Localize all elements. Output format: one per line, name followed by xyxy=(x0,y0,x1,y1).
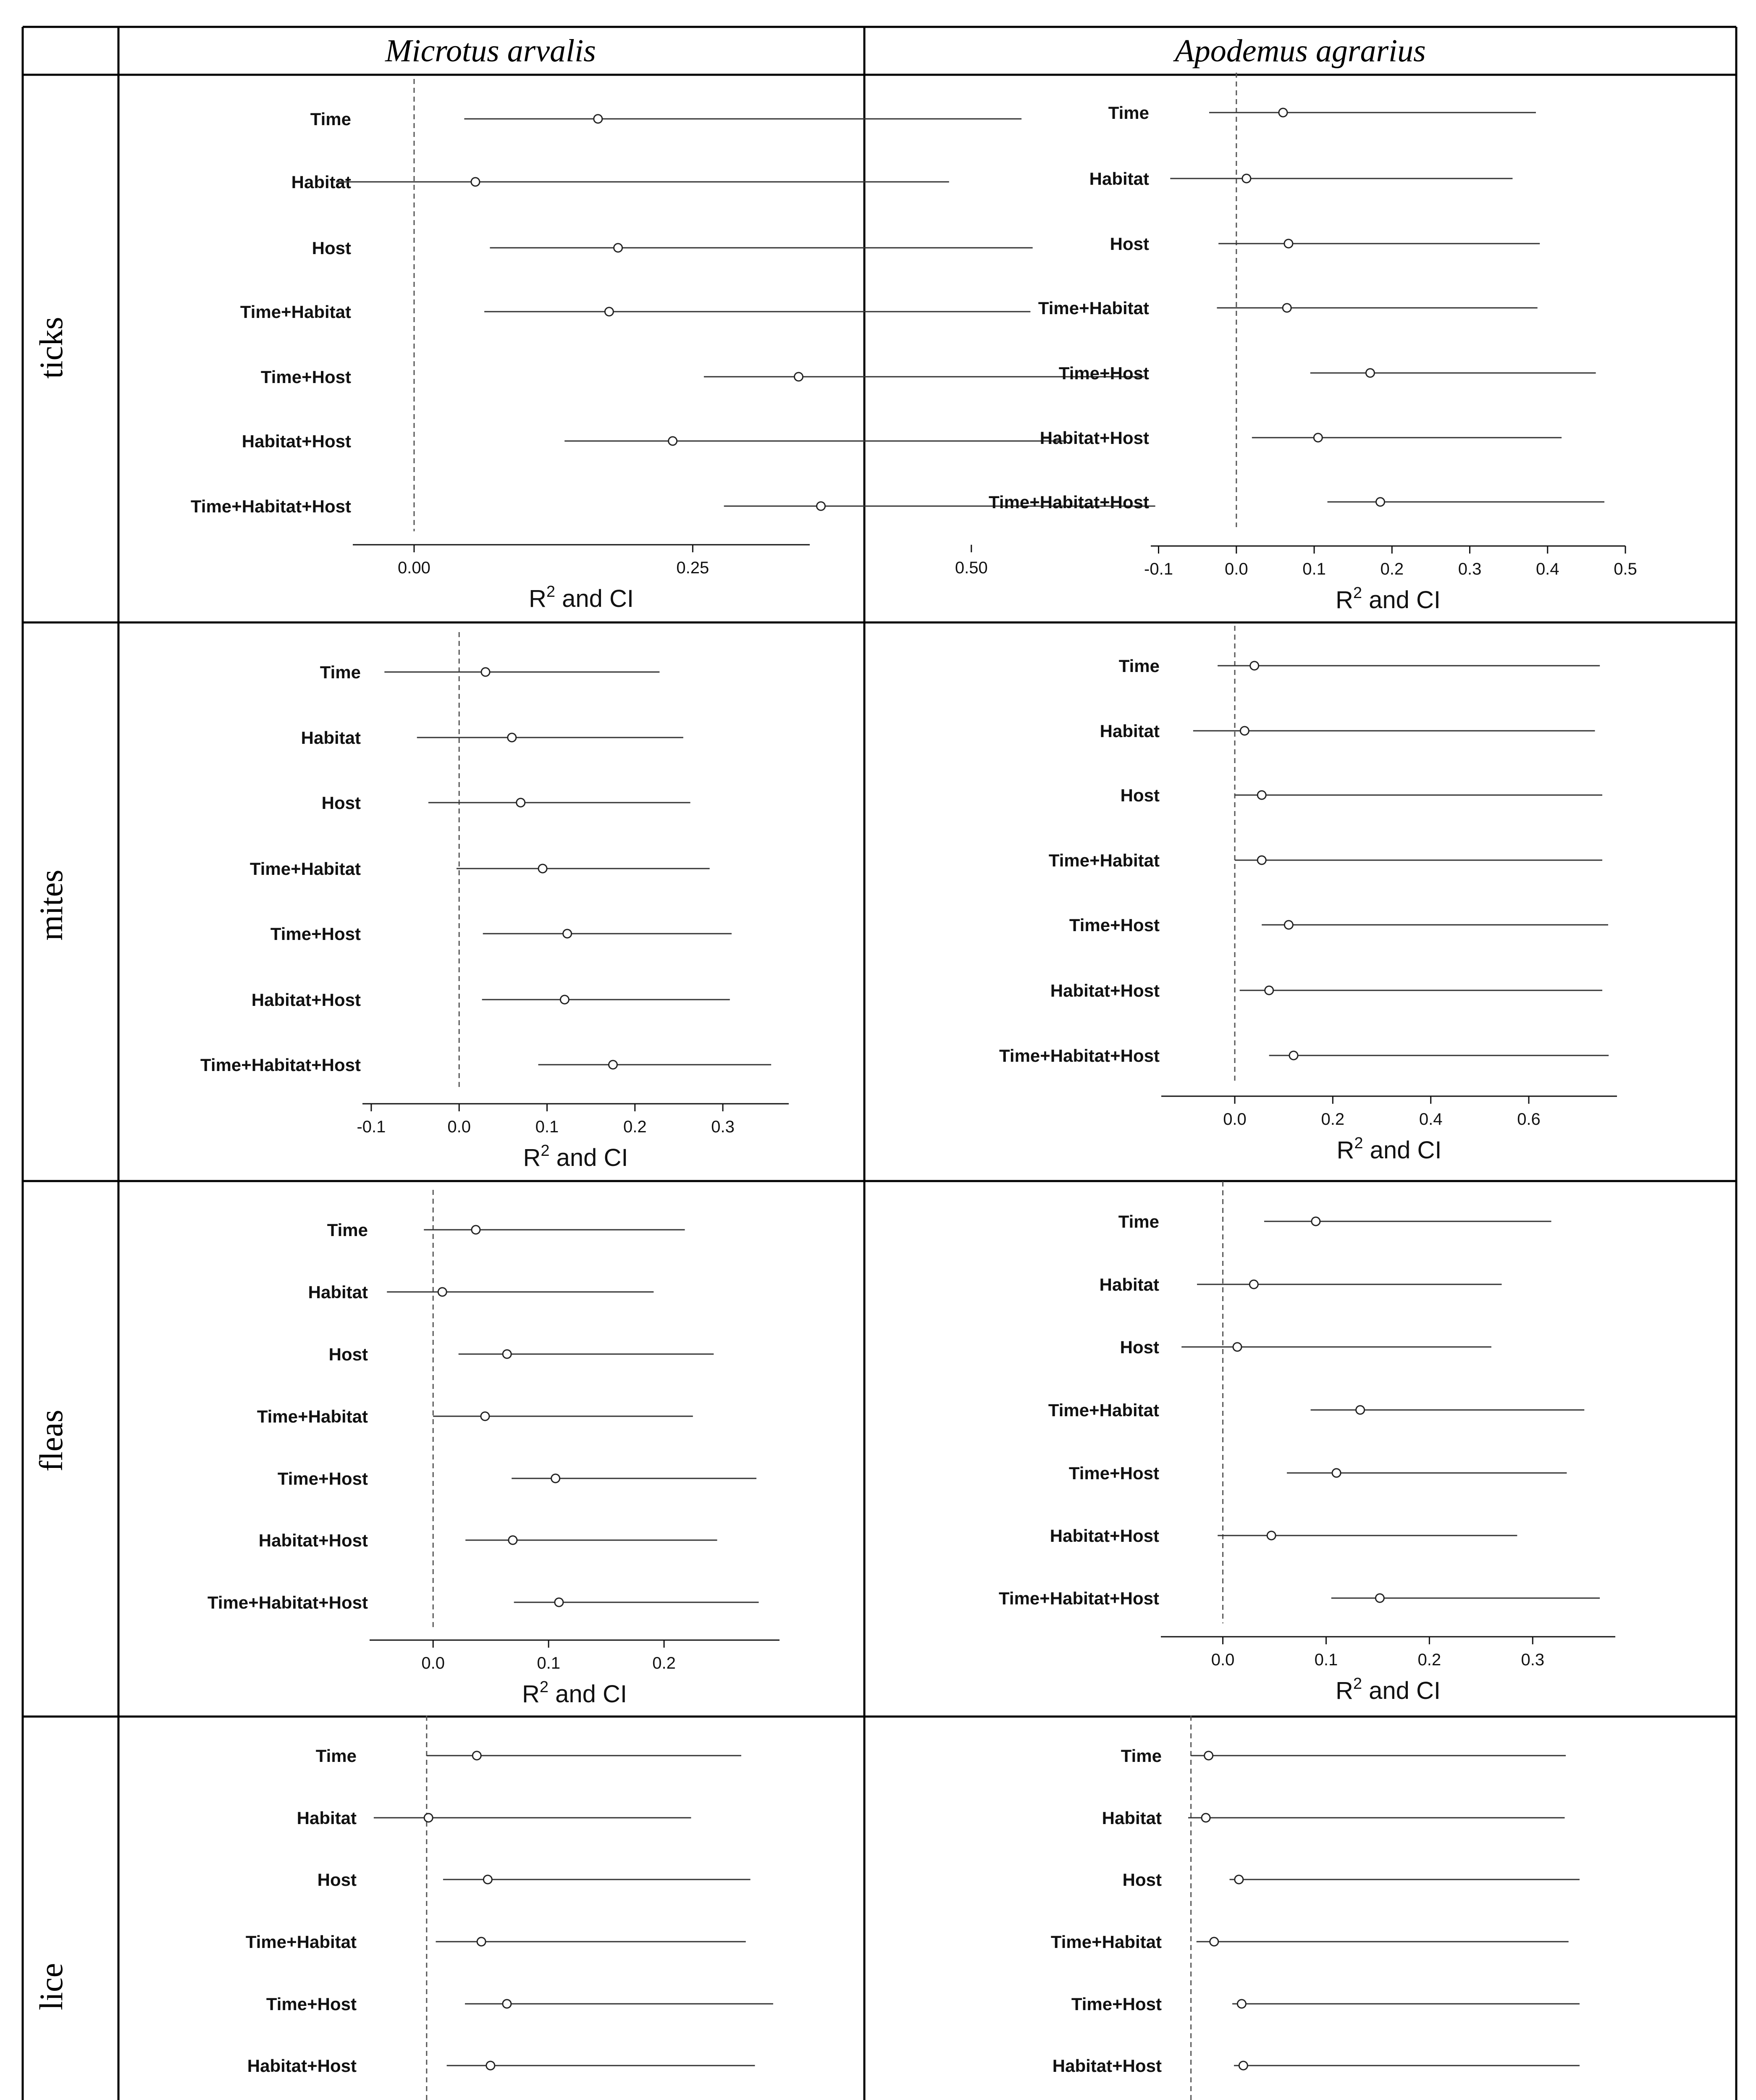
point-estimate xyxy=(1375,1594,1384,1602)
model-label: Habitat xyxy=(1089,169,1149,189)
model-label: Time+Host xyxy=(1068,1463,1159,1483)
model-label: Time xyxy=(1121,1746,1162,1766)
forest-panel-ticks-apodemus xyxy=(989,73,1637,614)
model-label: Time+Habitat+Host xyxy=(191,496,351,516)
point-estimate xyxy=(1249,1280,1258,1289)
row-label-lice: lice xyxy=(33,1963,69,2011)
model-label: Habitat xyxy=(1100,721,1160,741)
model-label: Host xyxy=(1120,785,1160,805)
model-label: Time+Host xyxy=(270,924,361,944)
x-tick-label: 0.3 xyxy=(711,1118,735,1136)
x-axis-title: $R^2$ and CI xyxy=(1335,584,1441,614)
model-label: Time+Habitat+Host xyxy=(999,1588,1159,1608)
point-estimate xyxy=(794,373,803,381)
row-label-ticks: ticks xyxy=(33,317,69,379)
x-tick-label: 0.1 xyxy=(537,1654,560,1672)
point-estimate xyxy=(1289,1051,1298,1060)
row-label-fleas: fleas xyxy=(33,1410,69,1472)
point-estimate xyxy=(1240,727,1249,735)
x-tick-label: 0.2 xyxy=(1417,1651,1441,1669)
point-estimate xyxy=(486,2061,495,2070)
point-estimate xyxy=(1239,2061,1247,2070)
point-estimate xyxy=(1376,498,1384,506)
point-estimate xyxy=(1312,1217,1320,1226)
x-axis-title: $R^2$ and CI xyxy=(522,1678,627,1708)
forest-panel-ticks-microtus xyxy=(191,79,1155,612)
model-label: Time xyxy=(1108,103,1149,123)
point-estimate xyxy=(472,1226,480,1234)
x-tick-label: 0.1 xyxy=(1302,560,1326,578)
point-estimate xyxy=(614,244,622,252)
point-estimate xyxy=(555,1598,563,1606)
point-estimate xyxy=(1366,369,1374,377)
model-label: Habitat+Host xyxy=(247,2056,357,2076)
model-label: Time+Habitat xyxy=(1048,1400,1159,1420)
model-label: Time+Habitat xyxy=(240,302,351,322)
model-label: Host xyxy=(328,1344,368,1364)
x-tick-label: 0.0 xyxy=(447,1118,471,1136)
x-axis-title: $R^2$ and CI xyxy=(523,1142,628,1171)
point-estimate xyxy=(1257,856,1266,864)
x-tick-label: 0.0 xyxy=(1224,560,1248,578)
x-tick-label: 0.0 xyxy=(1211,1651,1235,1669)
point-estimate xyxy=(538,864,547,873)
x-tick-label: 0.3 xyxy=(1458,560,1482,578)
x-tick-label: 0.25 xyxy=(676,559,709,577)
point-estimate xyxy=(1265,986,1273,995)
forest-panels xyxy=(191,73,1637,2100)
point-estimate xyxy=(1356,1406,1365,1414)
model-label: Time+Habitat xyxy=(245,1932,357,1952)
x-axis-title: $R^2$ and CI xyxy=(1336,1134,1442,1164)
point-estimate xyxy=(517,798,525,807)
x-tick-label: 0.2 xyxy=(1321,1110,1345,1129)
x-tick-label: 0.3 xyxy=(1521,1651,1545,1669)
model-label: Host xyxy=(321,793,361,813)
model-label: Time+Host xyxy=(266,1994,357,2014)
model-label: Time+Host xyxy=(1058,363,1149,383)
point-estimate xyxy=(1279,108,1287,117)
model-label: Time+Habitat+Host xyxy=(999,1046,1160,1066)
model-label: Habitat+Host xyxy=(258,1530,368,1550)
x-tick-label: 0.0 xyxy=(421,1654,445,1672)
x-tick-label: 0.2 xyxy=(652,1654,676,1672)
point-estimate xyxy=(438,1288,446,1296)
x-tick-label: 0.2 xyxy=(623,1118,647,1136)
model-label: Time+Habitat xyxy=(1048,850,1160,870)
model-label: Time+Host xyxy=(1071,1994,1162,2014)
point-estimate xyxy=(477,1937,486,1946)
x-tick-label: 0.2 xyxy=(1380,560,1404,578)
point-estimate xyxy=(609,1060,617,1069)
model-label: Time+Habitat xyxy=(1038,298,1149,318)
point-estimate xyxy=(1332,1469,1341,1477)
forest-panel-fleas-microtus xyxy=(207,1190,780,1708)
point-estimate xyxy=(472,1751,481,1760)
model-label: Time+Habitat+Host xyxy=(989,492,1149,512)
point-estimate xyxy=(508,733,516,742)
x-tick-label: -0.1 xyxy=(1144,560,1173,578)
model-label: Time+Habitat xyxy=(1050,1932,1162,1952)
x-tick-label: 0.1 xyxy=(1314,1651,1338,1669)
point-estimate xyxy=(481,668,490,676)
model-label: Host xyxy=(1110,234,1149,254)
model-label: Habitat xyxy=(297,1808,357,1828)
x-tick-label: 0.6 xyxy=(1517,1110,1541,1129)
model-label: Time+Host xyxy=(260,367,351,387)
point-estimate xyxy=(817,502,825,510)
model-label: Habitat+Host xyxy=(1052,2056,1162,2076)
x-tick-label: 0.50 xyxy=(955,559,988,577)
point-estimate xyxy=(560,995,569,1004)
row-label-mites: mites xyxy=(33,869,69,941)
point-estimate xyxy=(669,437,677,445)
point-estimate xyxy=(605,307,613,316)
point-estimate xyxy=(503,1350,511,1358)
model-label: Time+Host xyxy=(277,1469,368,1488)
model-label: Host xyxy=(312,238,351,258)
column-header-microtus: Microtus arvalis xyxy=(385,33,596,68)
point-estimate xyxy=(594,115,602,123)
model-label: Habitat xyxy=(1099,1275,1159,1294)
x-tick-label: 0.00 xyxy=(398,559,430,577)
model-label: Habitat xyxy=(301,728,361,748)
model-label: Time+Host xyxy=(1069,915,1160,935)
point-estimate xyxy=(1257,791,1266,799)
point-estimate xyxy=(1205,1751,1213,1760)
model-label: Time+Habitat xyxy=(257,1407,368,1426)
point-estimate xyxy=(1267,1531,1276,1540)
point-estimate xyxy=(1250,662,1259,670)
x-tick-label: 0.5 xyxy=(1614,560,1637,578)
model-label: Habitat+Host xyxy=(241,431,351,451)
model-label: Time xyxy=(315,1746,357,1766)
model-label: Time xyxy=(320,662,361,682)
point-estimate xyxy=(1233,1343,1242,1351)
point-estimate xyxy=(1235,1875,1243,1884)
point-estimate xyxy=(1283,304,1291,312)
forest-panel-lice-apodemus xyxy=(1001,1716,1604,2100)
x-tick-label: 0.1 xyxy=(535,1118,559,1136)
model-label: Time+Habitat+Host xyxy=(207,1593,368,1612)
forest-panel-mites-microtus xyxy=(200,632,789,1171)
model-label: Time xyxy=(1118,656,1160,676)
x-axis-title: $R^2$ and CI xyxy=(528,583,634,612)
point-estimate xyxy=(1237,2000,1246,2008)
model-label: Time xyxy=(1118,1212,1159,1231)
x-axis-title: $R^2$ and CI xyxy=(1335,1675,1441,1704)
model-label: Habitat+Host xyxy=(251,990,361,1010)
model-label: Host xyxy=(1122,1870,1162,1890)
model-label: Time+Habitat+Host xyxy=(200,1055,361,1075)
point-estimate xyxy=(503,2000,511,2008)
point-estimate xyxy=(1284,921,1293,929)
model-label: Host xyxy=(317,1870,357,1890)
point-estimate xyxy=(471,178,480,186)
point-estimate xyxy=(483,1875,492,1884)
model-label: Habitat+Host xyxy=(1050,981,1160,1000)
point-estimate xyxy=(563,929,572,938)
point-estimate xyxy=(424,1814,433,1822)
model-label: Habitat xyxy=(1102,1808,1162,1828)
model-label: Habitat xyxy=(291,172,351,192)
point-estimate xyxy=(1202,1814,1210,1822)
x-tick-label: 0.0 xyxy=(1223,1110,1247,1129)
point-estimate xyxy=(1210,1937,1218,1946)
model-label: Time+Habitat xyxy=(249,859,361,879)
model-label: Time xyxy=(327,1220,368,1240)
point-estimate xyxy=(1284,239,1293,248)
x-tick-label: 0.4 xyxy=(1536,560,1559,578)
point-estimate xyxy=(1242,174,1251,183)
model-label: Habitat+Host xyxy=(1050,1526,1159,1546)
forest-panel-fleas-apodemus xyxy=(999,1181,1615,1704)
model-label: Habitat+Host xyxy=(1039,428,1149,448)
point-estimate xyxy=(1314,433,1322,442)
forest-panel-lice-microtus xyxy=(196,1716,803,2100)
model-label: Host xyxy=(1120,1337,1159,1357)
column-header-apodemus: Apodemus agrarius xyxy=(1175,33,1426,68)
point-estimate xyxy=(509,1536,517,1544)
point-estimate xyxy=(481,1412,489,1420)
model-label: Habitat xyxy=(308,1282,368,1302)
point-estimate xyxy=(551,1474,560,1483)
x-tick-label: -0.1 xyxy=(357,1118,386,1136)
forest-panel-mites-apodemus xyxy=(999,626,1617,1164)
x-tick-label: 0.4 xyxy=(1419,1110,1443,1129)
model-label: Time xyxy=(310,109,351,129)
